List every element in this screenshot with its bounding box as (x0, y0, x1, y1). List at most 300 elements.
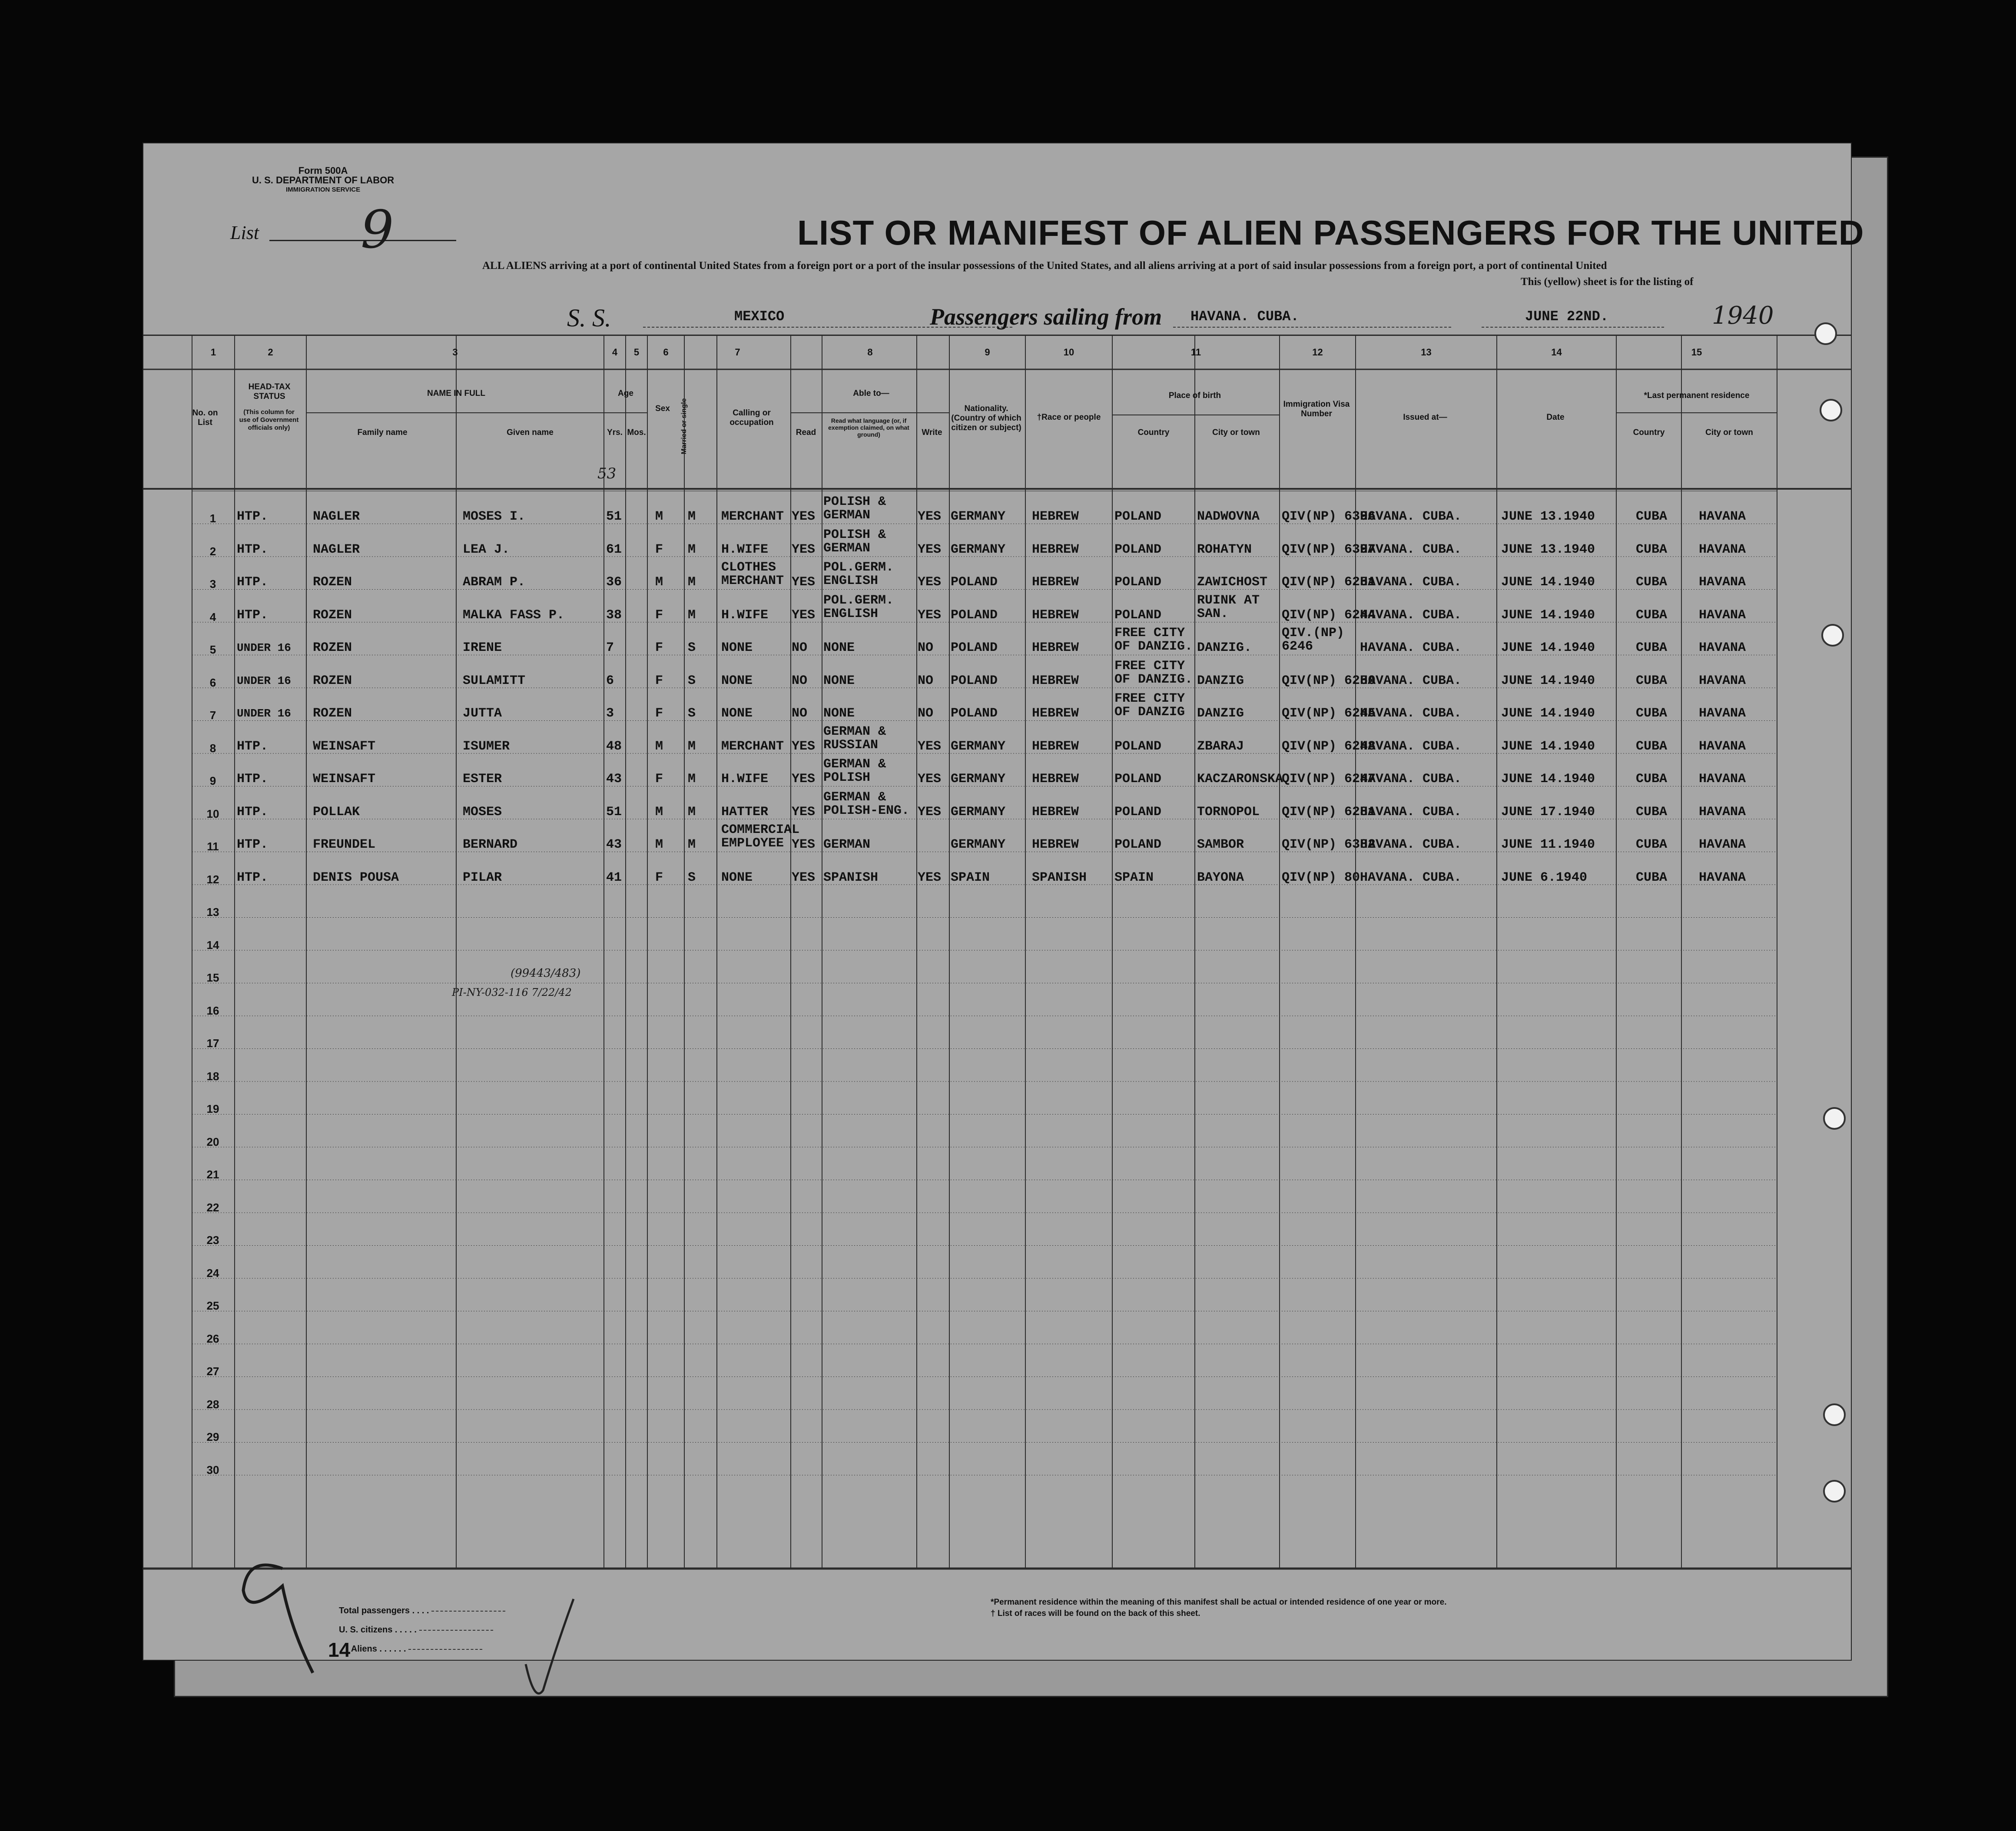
cell-visa: QIV(NP) 6397 (1282, 542, 1376, 557)
row-number: 2 (209, 544, 216, 558)
cell-issued: HAVANA. CUBA. (1360, 870, 1462, 885)
cell-city: KACZARONSKA (1197, 772, 1283, 786)
cell-tax: HTP. (237, 837, 269, 852)
cell-country: POLAND (1114, 575, 1162, 590)
cell-visa: QIV(NP) 6281 (1282, 804, 1376, 819)
cell-calling: NONE (721, 706, 753, 721)
cell-country: POLAND (1114, 542, 1162, 557)
aliens-label: Aliens (351, 1644, 377, 1654)
cell-city: ROHATYN (1197, 542, 1252, 557)
cell-visa: QIV(NP) 6251 (1282, 575, 1376, 590)
row-number: 3 (209, 577, 216, 590)
date-line (1482, 327, 1664, 328)
cell-sex: M (655, 575, 663, 590)
cell-write: YES (918, 804, 942, 819)
cell-age: 41 (606, 870, 622, 885)
cell-res-country: CUBA (1636, 640, 1668, 655)
cell-country: POLAND (1114, 509, 1162, 524)
cell-lang: SPANISH (823, 870, 879, 885)
cell-country: POLAND (1114, 804, 1162, 819)
hdr-birth-city: City or town (1212, 428, 1260, 437)
cell-calling: H.WIFE (721, 607, 769, 623)
cell-issued: HAVANA. CUBA. (1360, 640, 1462, 655)
row-number: 11 (207, 840, 219, 853)
cell-visa: QIV(NP) 6396 (1282, 509, 1376, 524)
cell-given: MOSES (463, 804, 502, 819)
cell-family: DENIS POUSA (313, 870, 399, 885)
cell-res-country: CUBA (1636, 673, 1668, 688)
row-number: 6 (209, 676, 216, 689)
cell-calling: H.WIFE (721, 542, 769, 557)
cell-read: YES (792, 804, 816, 819)
cell-issued: HAVANA. CUBA. (1360, 739, 1462, 754)
cell-race: HEBREW (1032, 673, 1079, 688)
binder-hole (1814, 322, 1837, 345)
cell-res-city: HAVANA (1699, 837, 1746, 852)
cell-res-city: HAVANA (1699, 772, 1746, 786)
sailing-from: HAVANA. CUBA. (1190, 308, 1299, 325)
cell-date: JUNE 14.1940 (1501, 739, 1595, 754)
cell-family: ROZEN (313, 640, 352, 655)
cell-res-country: CUBA (1636, 706, 1668, 721)
cell-nationality: POLAND (951, 640, 998, 655)
row-number: 12 (206, 872, 219, 886)
cell-family: WEINSAFT (313, 739, 376, 754)
cell-visa: QIV(NP) 6248 (1282, 739, 1376, 754)
column-number: 15 (1691, 347, 1702, 358)
cell-nationality: GERMANY (951, 804, 1006, 819)
cell-read: YES (792, 509, 816, 524)
empty-row-number: 28 (206, 1397, 219, 1411)
empty-row-number: 29 (206, 1430, 219, 1443)
hdr-name-in-full: NAME IN FULL (427, 389, 486, 398)
cell-res-city: HAVANA (1699, 739, 1746, 754)
ss-label: S. S. (567, 304, 611, 332)
cell-married: M (688, 542, 696, 557)
hdr-calling: Calling or occupation (729, 408, 774, 427)
cell-tax: HTP. (237, 870, 269, 885)
cell-read: YES (792, 739, 816, 754)
cell-res-city: HAVANA (1699, 575, 1746, 590)
column-number: 8 (867, 347, 873, 358)
binder-hole (1823, 1107, 1846, 1130)
column-number: 4 (612, 347, 618, 358)
cell-date: JUNE 6.1940 (1501, 870, 1588, 885)
cell-age: 48 (606, 739, 622, 754)
cell-read: NO (792, 640, 808, 655)
cell-read: NO (792, 706, 808, 721)
hdr-race: †Race or people (1037, 413, 1101, 422)
column-number: 14 (1551, 347, 1562, 358)
cell-read: YES (792, 837, 816, 852)
hdr-res-country: Country (1633, 428, 1665, 437)
empty-row-number: 14 (206, 938, 219, 952)
column-number: 3 (452, 347, 458, 358)
handwritten-pollak-note: (99443/483) (511, 967, 581, 980)
cell-calling: MERCHANT (721, 509, 784, 524)
check-mark (517, 1595, 587, 1708)
cell-write: YES (918, 575, 942, 590)
cell-married: M (688, 772, 696, 786)
binder-hole (1823, 1403, 1846, 1426)
hdr-visa: Immigration Visa Number (1283, 400, 1350, 418)
handwritten-pollak-note-2: PI-NY-032-116 7/22/42 (452, 986, 572, 998)
hdr-issued-at: Issued at— (1403, 413, 1447, 422)
column-number: 12 (1312, 347, 1323, 358)
cell-given: IRENE (463, 640, 502, 655)
footnotes (991, 1597, 1447, 1619)
cell-lang: POLISH & GERMAN (823, 494, 886, 523)
cell-age: 43 (606, 772, 622, 786)
cell-issued: HAVANA. CUBA. (1360, 607, 1462, 623)
empty-row-number: 20 (206, 1135, 219, 1148)
cell-country: POLAND (1114, 607, 1162, 623)
total-passengers-label: Total passengers (339, 1606, 410, 1615)
cell-age: 43 (606, 837, 622, 852)
cell-res-country: CUBA (1636, 575, 1668, 590)
cell-lang: GERMAN & RUSSIAN (823, 724, 886, 753)
cell-tax: UNDER 16 (237, 641, 291, 654)
cell-date: JUNE 14.1940 (1501, 575, 1595, 590)
column-number: 7 (735, 347, 740, 358)
cell-family: ROZEN (313, 673, 352, 688)
cell-age: 36 (606, 575, 622, 590)
sailing-year: 1940 (1712, 302, 1774, 330)
binder-hole (1820, 399, 1842, 421)
empty-row-number: 16 (206, 1004, 219, 1017)
cell-res-country: CUBA (1636, 870, 1668, 885)
cell-lang: GERMAN & POLISH-ENG. (823, 789, 910, 818)
cell-nationality: POLAND (951, 607, 998, 623)
binder-hole (1821, 624, 1844, 647)
cell-lang: GERMAN & POLISH (823, 757, 886, 785)
empty-row-number: 13 (206, 906, 219, 919)
cell-calling: NONE (721, 640, 753, 655)
cell-res-country: CUBA (1636, 837, 1668, 852)
cell-married: M (688, 739, 696, 754)
page-title: LIST OR MANIFEST OF ALIEN PASSENGERS FOR THE UNITED (797, 213, 1864, 252)
cell-race: HEBREW (1032, 575, 1079, 590)
cell-res-city: HAVANA (1699, 607, 1746, 623)
cell-married: S (688, 870, 696, 885)
row-number: 10 (206, 807, 219, 820)
cell-family: POLLAK (313, 804, 360, 819)
cell-family: ROZEN (313, 607, 352, 623)
cell-res-city: HAVANA (1699, 509, 1746, 524)
cell-nationality: POLAND (951, 706, 998, 721)
hdr-last-residence: *Last permanent residence (1644, 391, 1750, 400)
footnote-races: † List of races will be found on the back of this sheet. (991, 1609, 1200, 1618)
cell-res-country: CUBA (1636, 607, 1668, 623)
cell-race: HEBREW (1032, 542, 1079, 557)
cell-calling: HATTER (721, 804, 769, 819)
column-number: 5 (633, 347, 640, 358)
cell-age: 7 (606, 640, 614, 655)
cell-race: HEBREW (1032, 772, 1079, 786)
empty-row-number: 22 (206, 1201, 219, 1214)
cell-sex: M (655, 509, 663, 524)
cell-tax: UNDER 16 (237, 674, 291, 687)
cell-date: JUNE 11.1940 (1501, 837, 1595, 852)
cell-age: 61 (606, 542, 622, 557)
cell-family: ROZEN (313, 575, 352, 590)
column-number: 10 (1063, 347, 1074, 358)
cell-write: NO (918, 706, 934, 721)
cell-married: S (688, 673, 696, 688)
cell-tax: HTP. (237, 772, 269, 786)
cell-read: YES (792, 772, 816, 786)
cell-res-country: CUBA (1636, 739, 1668, 754)
cell-visa: QIV(NP) 6245 (1282, 706, 1376, 721)
cell-calling: H.WIFE (721, 772, 769, 786)
handwritten-age-correction: 53 (597, 465, 617, 482)
row-number: 1 (209, 512, 216, 525)
cell-given: JUTTA (463, 706, 502, 721)
sailing-label: Passengers sailing from (930, 304, 1162, 330)
cell-country: POLAND (1114, 837, 1162, 852)
cell-visa: QIV(NP) 6247 (1282, 772, 1376, 786)
cell-lang: NONE (823, 640, 855, 655)
cell-write: NO (918, 640, 934, 655)
cell-tax: HTP. (237, 607, 269, 623)
cell-sex: F (655, 870, 663, 885)
cell-nationality: POLAND (951, 575, 998, 590)
column-number: 6 (663, 347, 669, 358)
empty-row-number: 25 (206, 1299, 219, 1312)
cell-country: FREE CITY OF DANZIG. (1114, 626, 1193, 654)
cell-visa: QIV(NP) 6250 (1282, 673, 1376, 688)
cell-given: BERNARD (463, 837, 518, 852)
cell-given: ABRAM P. (463, 575, 526, 590)
cell-res-city: HAVANA (1699, 804, 1746, 819)
cell-write: NO (918, 673, 934, 688)
cell-lang: GERMAN (823, 837, 871, 852)
total-passengers-line (431, 1611, 505, 1612)
cell-calling: COMMERCIAL EMPLOYEE (721, 823, 800, 851)
cell-family: NAGLER (313, 542, 360, 557)
hdr-read: Read (796, 428, 816, 437)
cell-age: 6 (606, 673, 614, 688)
hdr-family-name: Family name (357, 428, 408, 437)
empty-row-number: 26 (206, 1332, 219, 1345)
cell-write: YES (918, 772, 942, 786)
aliens-line (408, 1649, 482, 1650)
handwritten-row-count: 14 (328, 1639, 351, 1661)
cell-given: LEA J. (463, 542, 510, 557)
cell-calling: MERCHANT (721, 739, 784, 754)
hdr-head-tax: HEAD-TAX STATUS (248, 382, 291, 401)
binder-hole (1823, 1480, 1846, 1503)
list-label: List (230, 222, 259, 243)
empty-row-number: 19 (206, 1102, 219, 1115)
hdr-place-of-birth: Place of birth (1168, 391, 1221, 400)
cell-tax: HTP. (237, 804, 269, 819)
form-header-block (252, 166, 394, 195)
cell-married: S (688, 640, 696, 655)
service-name: IMMIGRATION SERVICE (286, 186, 361, 193)
cell-sex: F (655, 607, 663, 623)
cell-race: HEBREW (1032, 804, 1079, 819)
cell-city: DANZIG. (1197, 640, 1252, 655)
empty-row-number: 15 (206, 971, 219, 984)
row-number: 9 (209, 774, 216, 787)
sailing-date: JUNE 22ND. (1525, 308, 1609, 325)
cell-res-country: CUBA (1636, 772, 1668, 786)
cell-visa: QIV.(NP) 6246 (1282, 626, 1345, 654)
cell-sex: F (655, 640, 663, 655)
cell-sex: M (655, 739, 663, 754)
cell-lang: POLISH & GERMAN (823, 527, 886, 556)
cell-given: ISUMER (463, 739, 510, 754)
cell-married: S (688, 706, 696, 721)
cell-date: JUNE 13.1940 (1501, 509, 1595, 524)
footnote-residence: *Permanent residence within the meaning of this manifest shall be actual or intended residence of one year or more. (991, 1598, 1447, 1607)
cell-tax: HTP. (237, 575, 269, 590)
cell-given: MOSES I. (463, 509, 526, 524)
cell-date: JUNE 17.1940 (1501, 804, 1595, 819)
cell-issued: HAVANA. CUBA. (1360, 509, 1462, 524)
row-number: 5 (209, 643, 216, 656)
subtitle-line-2: This (yellow) sheet is for the listing of (1521, 276, 1694, 288)
empty-row-number: 17 (206, 1037, 219, 1050)
column-number: 9 (985, 347, 990, 358)
hdr-nationality: Nationality. (Country of which citizen or subject) (951, 404, 1021, 432)
totals-block (339, 1601, 505, 1659)
us-citizens-line (419, 1630, 493, 1631)
hdr-no-on-list: No. on List (192, 408, 218, 427)
cell-city: TORNOPOL (1197, 804, 1260, 819)
cell-tax: HTP. (237, 542, 269, 557)
empty-row-number: 18 (206, 1069, 219, 1083)
cell-city: RUINK AT SAN. (1197, 593, 1260, 621)
cell-issued: HAVANA. CUBA. (1360, 772, 1462, 786)
us-citizens-label: U. S. citizens (339, 1625, 393, 1635)
cell-issued: HAVANA. CUBA. (1360, 837, 1462, 852)
cell-calling: NONE (721, 870, 753, 885)
cell-lang: NONE (823, 673, 855, 688)
empty-row-number: 24 (206, 1266, 219, 1280)
hdr-yrs: Yrs. (607, 428, 623, 437)
cell-issued: HAVANA. CUBA. (1360, 804, 1462, 819)
cell-country: SPAIN (1114, 870, 1154, 885)
cell-sex: F (655, 542, 663, 557)
cell-race: HEBREW (1032, 509, 1079, 524)
cell-write: YES (918, 739, 942, 754)
cell-res-city: HAVANA (1699, 640, 1746, 655)
cell-res-country: CUBA (1636, 542, 1668, 557)
cell-country: FREE CITY OF DANZIG. (1114, 658, 1193, 687)
cell-married: M (688, 837, 696, 852)
empty-row-number: 23 (206, 1234, 219, 1247)
cell-read: YES (792, 870, 816, 885)
manifest-sheet (143, 143, 1864, 1661)
cell-race: HEBREW (1032, 607, 1079, 623)
cell-issued: HAVANA. CUBA. (1360, 542, 1462, 557)
cell-date: JUNE 13.1940 (1501, 542, 1595, 557)
column-number: 11 (1190, 347, 1201, 358)
cell-married: M (688, 509, 696, 524)
hdr-birth-country: Country (1137, 428, 1170, 437)
cell-res-city: HAVANA (1699, 870, 1746, 885)
cell-city: NADWOVNA (1197, 509, 1260, 524)
cell-visa: QIV(NP) 80 (1282, 870, 1360, 885)
cell-married: M (688, 804, 696, 819)
cell-read: NO (792, 673, 808, 688)
us-citizens-row: U. S. citizens . . . . . (339, 1620, 505, 1639)
cell-sex: F (655, 673, 663, 688)
cell-family: FREUNDEL (313, 837, 376, 852)
cell-country: POLAND (1114, 739, 1162, 754)
cell-sex: M (655, 837, 663, 852)
from-line (1173, 327, 1451, 328)
cell-visa: QIV(NP) 6244 (1282, 607, 1376, 623)
cell-race: HEBREW (1032, 706, 1079, 721)
empty-row-number: 21 (206, 1168, 219, 1181)
subtitle-line-1: ALL ALIENS arriving at a port of continental United States from a foreign port or a port of the insular possessions of the United States, and all aliens arriving at a port of said insular possessions from a foreign port, a port of continental United (482, 260, 1607, 272)
hdr-read-language: Read what language (or, if exemption claimed, on what ground) (828, 417, 909, 438)
cell-city: DANZIG (1197, 706, 1244, 721)
cell-issued: HAVANA. CUBA. (1360, 706, 1462, 721)
form-number: Form 500A (298, 165, 348, 176)
cell-res-city: HAVANA (1699, 706, 1746, 721)
cell-sex: F (655, 772, 663, 786)
cell-res-city: HAVANA (1699, 673, 1746, 688)
hdr-married: Married or single (680, 398, 688, 454)
hdr-date: Date (1546, 413, 1565, 422)
cell-age: 51 (606, 509, 622, 524)
cell-sex: M (655, 804, 663, 819)
cell-city: ZBARAJ (1197, 739, 1244, 754)
hdr-sex: Sex (655, 404, 670, 413)
cell-sex: F (655, 706, 663, 721)
cell-nationality: GERMANY (951, 509, 1006, 524)
cell-read: YES (792, 575, 816, 590)
cell-city: BAYONA (1197, 870, 1244, 885)
cell-date: JUNE 14.1940 (1501, 772, 1595, 786)
column-number: 1 (210, 347, 216, 358)
list-number: 9 (361, 200, 394, 260)
cell-nationality: GERMANY (951, 739, 1006, 754)
cell-race: HEBREW (1032, 739, 1079, 754)
handwritten-sheet-mark (213, 1551, 343, 1682)
hdr-res-city: City or town (1705, 428, 1753, 437)
cell-read: YES (792, 542, 816, 557)
cell-date: JUNE 14.1940 (1501, 673, 1595, 688)
aliens-row: Aliens . . . . . . (339, 1639, 505, 1659)
cell-issued: HAVANA. CUBA. (1360, 673, 1462, 688)
hdr-given-name: Given name (507, 428, 554, 437)
row-number: 4 (209, 610, 216, 624)
cell-married: M (688, 575, 696, 590)
cell-res-city: HAVANA (1699, 542, 1746, 557)
cell-given: SULAMITT (463, 673, 526, 688)
cell-city: ZAWICHOST (1197, 575, 1268, 590)
hdr-mos: Mos. (627, 428, 646, 437)
cell-res-country: CUBA (1636, 509, 1668, 524)
hdr-able-to: Able to— (853, 389, 889, 398)
cell-tax: UNDER 16 (237, 707, 291, 720)
cell-write: YES (918, 607, 942, 623)
cell-age: 38 (606, 607, 622, 623)
column-number: 2 (268, 347, 273, 358)
cell-given: PILAR (463, 870, 502, 885)
cell-married: M (688, 607, 696, 623)
cell-calling: CLOTHES MERCHANT (721, 560, 784, 588)
cell-write: YES (918, 542, 942, 557)
cell-nationality: SPAIN (951, 870, 990, 885)
table-rules (143, 335, 1851, 1642)
cell-tax: HTP. (237, 509, 269, 524)
